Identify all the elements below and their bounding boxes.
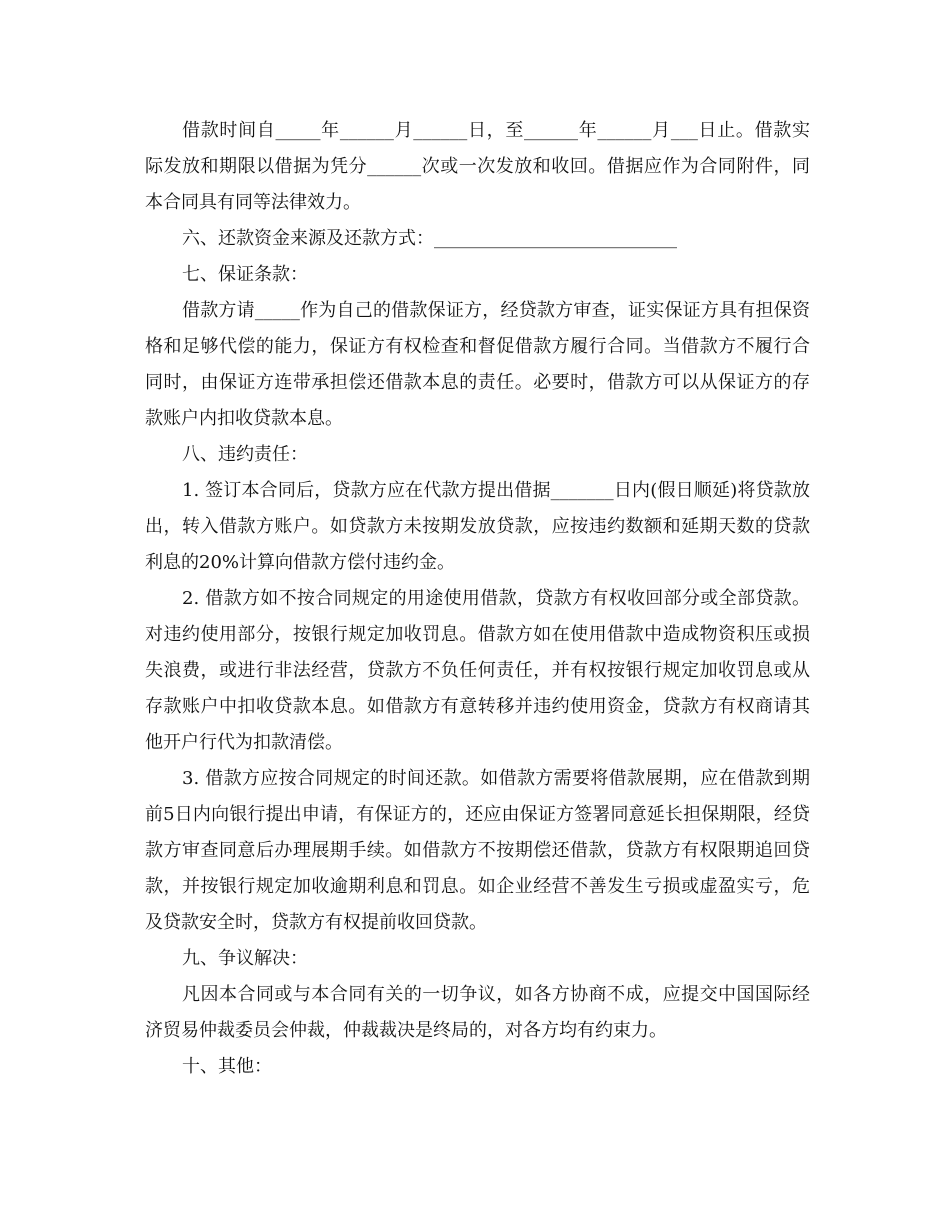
liability-item-2: 2. 借款方如不按合同规定的用途使用借款，贷款方有权收回部分或全部贷款。对违约使用部分，按银行规定加收罚息。借款方如在使用借款中造成物资积压或损失浪费，或进行非法经营，贷款方不负任何责任，并有权按银行规定加收罚息或从存款账户中扣收贷款本息。如借款方有意转移并违约使用资金，贷款方有权商请其他开户行代为扣款清偿。 [145,588,810,753]
section-six-repayment-heading: 六、还款资金来源及还款方式：___________________________ [182,228,677,249]
loan-period-paragraph: 借款时间自_____年______月______日，至______年______月___日止。借款实际发放和期限以借据为凭分______次或一次发放和收回。借据应作为合同附件，同本合同具有同等法律效力。 [145,120,810,213]
section-eight-liability-heading: 八、违约责任： [182,444,308,465]
section-seven-guarantee-heading: 七、保证条款： [182,264,308,285]
document-body [145,113,810,1085]
section-nine-dispute-heading: 九、争议解决： [182,948,308,969]
guarantee-clause-paragraph: 借款方请_____作为自己的借款保证方，经贷款方审查，证实保证方具有担保资格和足够代偿的能力，保证方有权检查和督促借款方履行合同。当借款方不履行合同时，由保证方连带承担偿还借款本息的责任。必要时，借款方可以从保证方的存款账户内扣收贷款本息。 [145,300,810,429]
dispute-resolution-paragraph: 凡因本合同或与本合同有关的一切争议，如各方协商不成，应提交中国国际经济贸易仲裁委员会仲裁，仲裁裁决是终局的，对各方均有约束力。 [145,984,810,1041]
section-ten-other-heading: 十、其他： [182,1056,272,1077]
liability-item-1: 1. 签订本合同后，贷款方应在代款方提出借据_______日内(假日顺延)将贷款放出，转入借款方账户。如贷款方未按期发放贷款，应按违约数额和延期天数的贷款利息的20%计算向借款方偿付违约金。 [145,480,810,573]
liability-item-3: 3. 借款方应按合同规定的时间还款。如借款方需要将借款展期，应在借款到期前5日内向银行提出申请，有保证方的，还应由保证方签署同意延长担保期限，经贷款方审查同意后办理展期手续。如借款方不按期偿还借款，贷款方有权限期追回贷款，并按银行规定加收逾期利息和罚息。如企业经营不善发生亏损或虚盈实亏，危及贷款安全时，贷款方有权提前收回贷款。 [145,768,810,933]
